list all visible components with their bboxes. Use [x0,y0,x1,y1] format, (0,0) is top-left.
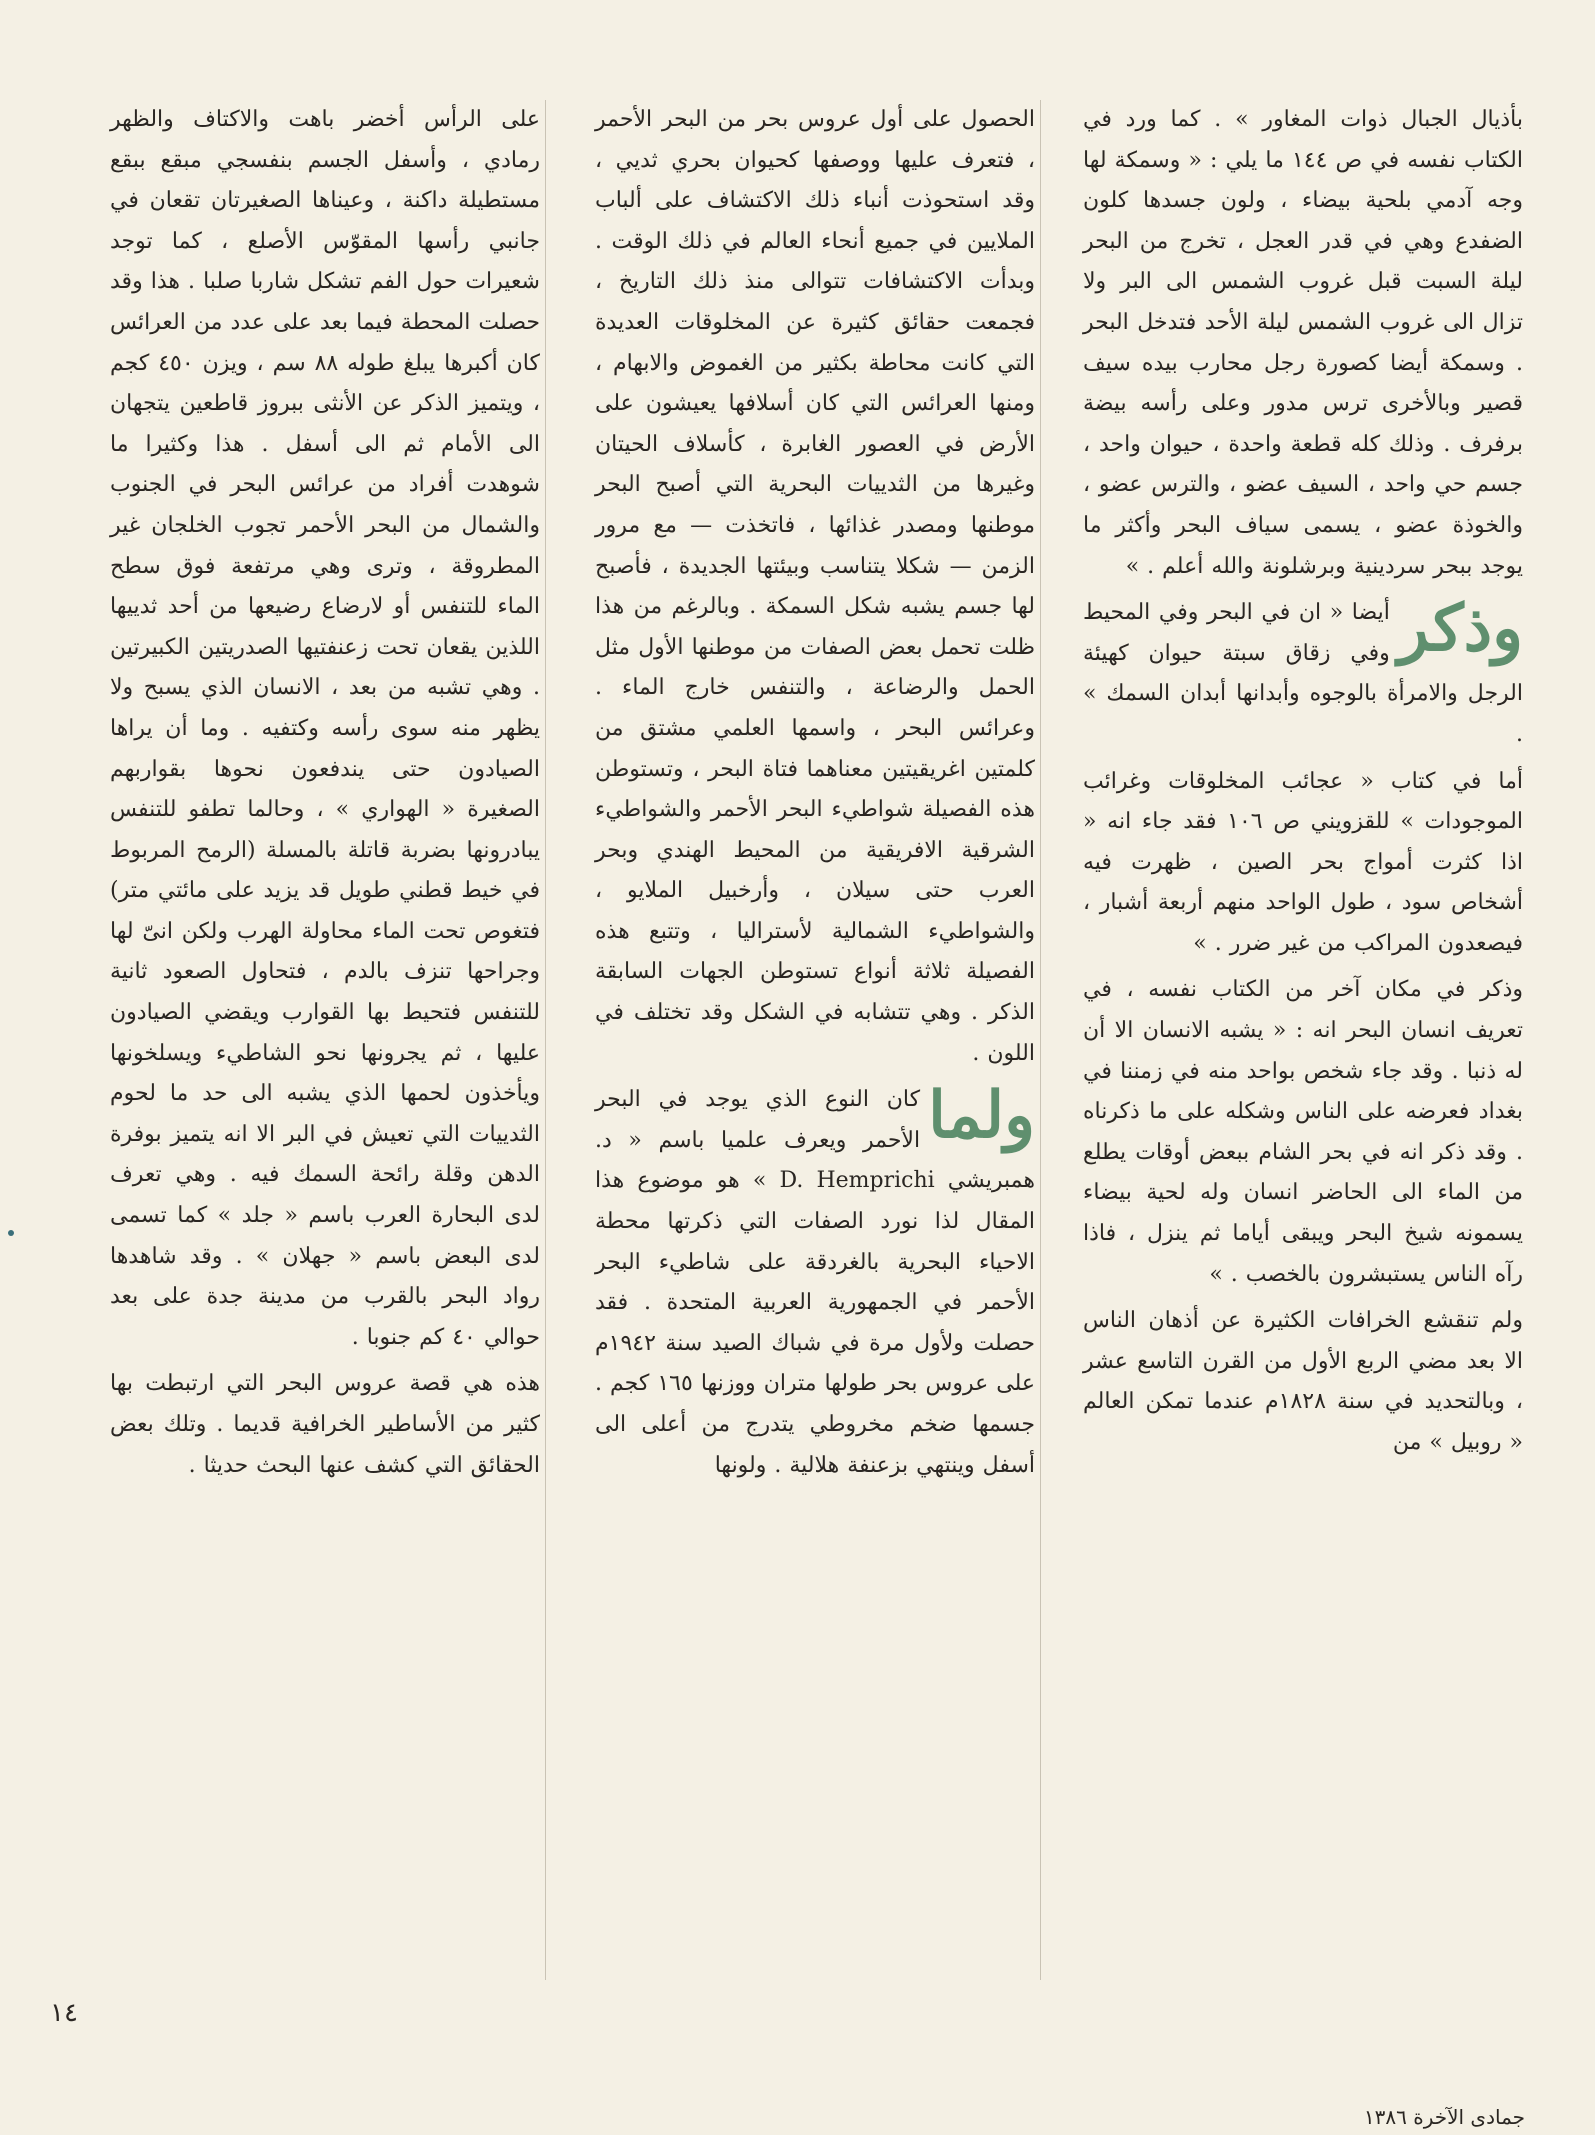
article-column-left [110,100,540,1486]
paragraph [595,1080,1035,1486]
footer-date: جمادى الآخرة ١٣٨٦ [1363,2105,1525,2129]
paragraph: وذكر في مكان آخر من الكتاب نفسه ، في تعريف انسان البحر انه : « يشبه الانسان الا أن له ذنبا . وقد جاء شخص بواحد منه في زمننا في بغداد فعرضه على الناس وشكله على ما ذكرناه . وقد ذكر انه في بحر الشام ببعض أوقات يطلع من الماء الى الحاضر انسان وله لحية بيضاء يسمونه شيخ البحر ويبقى أياما ثم ينزل ، فاذا رآه الناس يستبشرون بالخصب . » [1083,977,1523,1287]
paragraph: بأذيال الجبال ذوات المغاور » . كما ورد في الكتاب نفسه في ص ١٤٤ ما يلي : « وسمكة لها وجه آدمي بلحية بيضاء ، ولون جسدها كلون الضفدع وهي في قدر العجل ، تخرج من البحر ليلة السبت قبل غروب الشمس الى البر ولا تزال الى غروب الشمس ليلة الأحد فتدخل البحر . وسمكة أيضا كصورة رجل محارب بيده سيف قصير وبالأخرى ترس مدور وعلى رأسه بيضة برفرف . وذلك كله قطعة واحدة ، حيوان واحد ، جسم حي واحد ، السيف عضو ، والترس عضو ، والخوذة عضو ، يسمى سياف البحر وأكثر ما يوجد ببحر سردينية وبرشلونة والله أعلم . » [1083,107,1523,579]
paragraph: على الرأس أخضر باهت والاكتاف والظهر رمادي ، وأسفل الجسم بنفسجي مبقع ببقع مستطيلة داكنة ، وعيناها الصغيرتان تقعان في جانبي رأسها المقوّس الأصلع ، كما توجد شعيرات حول الفم تشكل شاربا صلبا . هذا وقد حصلت المحطة فيما بعد على عدد من العرائس كان أكبرها يبلغ طوله ٨٨ سم ، ويزن ٤٥٠ كجم ، ويتميز الذكر عن الأنثى ببروز قاطعين يتجهان الى الأمام ثم الى أسفل . هذا وكثيرا ما شوهدت أفراد من عرائس البحر في الجنوب والشمال من البحر الأحمر تجوب الخلجان غير المطروقة ، وترى وهي مرتفعة فوق سطح الماء للتنفس أو لارضاع رضيعها من أحد ثدييها اللذين يقعان تحت زعنفتيها الصدريتين الكبيرتين . وهي تشبه من بعد ، الانسان الذي يسبح ولا يظهر منه سوى رأسه وكتفيه . وما أن يراها الصيادون حتى يندفعون نحوها بقواربهم الصغيرة « الهواري » ، وحالما تطفو للتنفس يبادرونها بضربة قاتلة بالمسلة (الرمح المربوط في خيط قطني طويل قد يزيد على مائتي متر) فتغوص تحت الماء محاولة الهرب ولكن انىّ لها وجراحها تنزف بالدم ، فتحاول الصعود ثانية للتنفس فتحيط بها القوارب ويقضي الصيادون عليها ، ثم يجرونها نحو الشاطيء ويسلخونها ويأخذون لحمها الذي يشبه الى حد ما لحوم الثدييات التي تعيش في البر الا انه يتميز بوفرة الدهن وقلة رائحة السمك فيه . وهي تعرف لدى البحارة العرب باسم « جلد » كما تسمى لدى البعض باسم « جهلان » . وقد شاهدها رواد البحر بالقرب من مدينة جدة على بعد حوالي ٤٠ كم جنوبا . [110,107,541,1350]
column-divider [1040,100,1041,1980]
drop-cap: ولما [928,1078,1035,1154]
paragraph: هذه هي قصة عروس البحر التي ارتبطت بها كثير من الأساطير الخرافية قديما . وتلك بعض الحقائق التي كشف عنها البحث حديثا . [110,1371,540,1478]
paragraph [1083,593,1523,755]
column-divider [545,100,546,1980]
article-column-middle [595,100,1035,1486]
page-number: ١٤ [50,1998,78,2028]
paragraph-text: أيضا « ان في البحر وفي المحيط وفي زقاق سبتة حيوان كهيئة الرجل والامرأة بالوجوه وأبدانها أبدان السمك » . [1083,600,1523,747]
paragraph: ولم تنقشع الخرافات الكثيرة عن أذهان الناس الا بعد مضي الربع الأول من القرن التاسع عشر ، وبالتحديد في سنة ١٨٢٨م عندما تمكن العالم « روبيل » من [1083,1308,1523,1455]
paragraph: الحصول على أول عروس بحر من البحر الأحمر ، فتعرف عليها ووصفها كحيوان بحري ثديي ، وقد استحوذت أنباء ذلك الاكتشاف على ألباب الملايين في جميع أنحاء العالم في ذلك الوقت . وبدأت الاكتشافات تتوالى منذ ذلك التاريخ ، فجمعت حقائق كثيرة عن المخلوقات العديدة التي كانت محاطة بكثير من الغموض والابهام ، ومنها العرائس التي كان أسلافها يعيشون على الأرض في العصور الغابرة ، كأسلاف الحيتان وغيرها من الثدييات البحرية التي أصبح البحر موطنها ومصدر غذائها ، فاتخذت — مع مرور الزمن — شكلا يتناسب وبيئتها الجديدة ، فأصبح لها جسم يشبه شكل السمكة . وبالرغم من هذا ظلت تحمل بعض الصفات من موطنها الأول مثل الحمل والرضاعة ، والتنفس خارج الماء . وعرائس البحر ، واسمها العلمي مشتق من كلمتين اغريقيتين معناهما فتاة البحر ، وتستوطن هذه الفصيلة شواطيء البحر الأحمر والشواطيء الشرقية الافريقية من المحيط الهندي وبحر العرب حتى سيلان ، وأرخبيل الملايو ، والشواطيء الشمالية لأستراليا ، وتتبع هذه الفصيلة ثلاثة أنواع تستوطن الجهات السابقة الذكر . وهي تتشابه في الشكل وقد تختلف في اللون . [595,107,1035,1066]
article-column-right [1083,100,1523,1464]
margin-dot [8,1230,14,1236]
drop-cap: وذكر [1397,591,1523,667]
paragraph: أما في كتاب « عجائب المخلوقات وغرائب الموجودات » للقزويني ص ١٠٦ فقد جاء انه « اذا كثرت أمواج بحر الصين ، ظهرت فيه أشخاص سود ، طول الواحد منهم أربعة أشبار ، فيصعدون المراكب من غير ضرر . » [1083,768,1523,956]
paragraph-text: كان النوع الذي يوجد في البحر الأحمر ويعرف علميا باسم « د. همبريشي D. Hemprichi » هو موضوع هذا المقال لذا نورد الصفات التي ذكرتها محطة الاحياء البحرية بالغردقة على شاطيء البحر الأحمر في الجمهورية العربية المتحدة . فقد حصلت ولأول مرة في شباك الصيد سنة ١٩٤٢م على عروس بحر طولها متران ووزنها ١٦٥ كجم . جسمها ضخم مخروطي يتدرج من أعلى الى أسفل وينتهي بزعنفة هلالية . ولونها [595,1087,1035,1478]
